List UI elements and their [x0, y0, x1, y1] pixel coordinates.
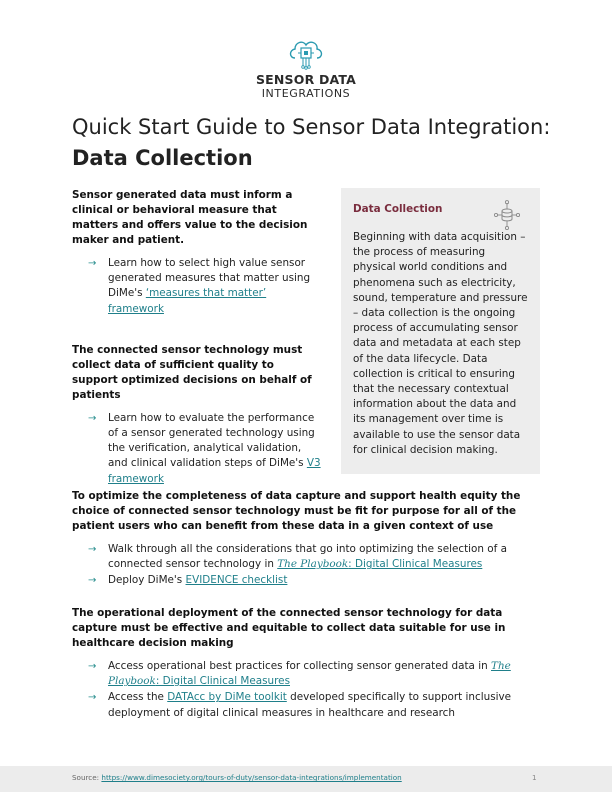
section-4 [72, 606, 542, 722]
database-network-icon [494, 200, 520, 230]
title-prefix: Quick Start Guide to Sensor Data Integration: [72, 115, 551, 139]
arrow-right-icon: → [88, 661, 97, 672]
list-item [72, 411, 322, 487]
section-1 [72, 188, 322, 317]
arrow-right-icon: → [88, 692, 97, 704]
page-title [72, 112, 552, 174]
title-emphasis: Data Collection [72, 146, 253, 170]
bullet-text: Deploy DiMe's [108, 574, 186, 587]
evidence-checklist-link[interactable]: EVIDENCE checklist [185, 574, 288, 587]
bullet-text: Learn how to evaluate the performance of a sensor generated technology using the verification, analytical validation, and clinical validation steps of DiMe's [108, 411, 315, 470]
left-column [72, 188, 322, 488]
bullet-text: Walk through all the considerations that go into optimizing the selection of a connected sensor technology in [108, 543, 507, 571]
cloud-chip-icon [286, 36, 326, 70]
section-3 [72, 489, 542, 590]
page-footer [0, 766, 612, 792]
footer-source-link[interactable]: https://www.dimesociety.org/tours-of-duty/sensor-data-integrations/implementation [101, 773, 402, 782]
arrow-right-icon: → [88, 258, 97, 269]
bullet-list [72, 256, 322, 317]
list-item [72, 659, 542, 689]
list-item [72, 256, 322, 317]
playbook-link-text: : Digital Clinical Measures [348, 558, 483, 571]
arrow-right-icon: → [88, 575, 97, 587]
page-number: 1 [532, 773, 537, 782]
bullet-text: Access the [108, 691, 168, 704]
sidebar-title: Data Collection [353, 203, 443, 215]
list-item [72, 542, 542, 572]
measures-that-matter-link[interactable]: ‘measures that matter’ framework [108, 287, 267, 315]
footer-source [72, 773, 402, 782]
section-2 [72, 343, 322, 487]
logo [0, 36, 612, 101]
arrow-right-icon: → [88, 412, 97, 424]
playbook-link-text: : Digital Clinical Measures [155, 675, 290, 688]
logo-text-line2: INTEGRATIONS [261, 87, 351, 100]
playbook-link-italic: The Playbook [277, 558, 349, 571]
bullet-text: Learn how to select high value sensor generated measures that matter using DiMe's [108, 257, 311, 300]
arrow-right-icon: → [88, 544, 97, 555]
bullet-text: Access operational best practices for collecting sensor generated data in [108, 660, 492, 672]
list-item [72, 690, 542, 720]
bullet-list [72, 659, 542, 721]
logo-text-line1: SENSOR DATA [255, 72, 357, 87]
playbook-link-italic: The Playbook [108, 660, 511, 688]
playbook-link[interactable] [277, 558, 482, 570]
datacc-toolkit-link[interactable]: DATAcc by DiMe toolkit [167, 691, 287, 704]
section-heading: To optimize the completeness of data capture and support health equity the choice of connected sensor technology must be fit for purpose for all of the patient users who can benefit from these data in a given context of use [72, 490, 521, 532]
bullet-text-tail: developed specifically to support inclusive deployment of digital clinical measures in healthcare and research [108, 691, 512, 719]
bullet-list [72, 542, 542, 589]
list-item [72, 573, 542, 588]
sidebar-callout [341, 188, 540, 474]
section-heading: Sensor generated data must inform a clinical or behavioral measure that matters and offers value to the decision maker and patient. [72, 189, 308, 246]
footer-source-label: Source: [72, 773, 102, 782]
sidebar-body: Beginning with data acquisition – the process of measuring physical world conditions and phenomena such as electricity, sound, temperature and pressure – data collection is the ongoing process of accumulating sensor data and metadata at each step of the data lifecycle. Data collection is critical to ensuring that the necessary contextual information about the data and its management over time is available to use the sensor data for clinical decision making. [353, 231, 528, 456]
bullet-list [72, 411, 322, 487]
section-heading: The operational deployment of the connected sensor technology for data capture must be effective and equitable to collect data suitable for use in healthcare decision making [72, 607, 506, 649]
section-heading: The connected sensor technology must collect data of sufficient quality to support optimized decisions on behalf of patients [72, 343, 312, 401]
v3-framework-link[interactable]: V3 framework [108, 457, 321, 485]
